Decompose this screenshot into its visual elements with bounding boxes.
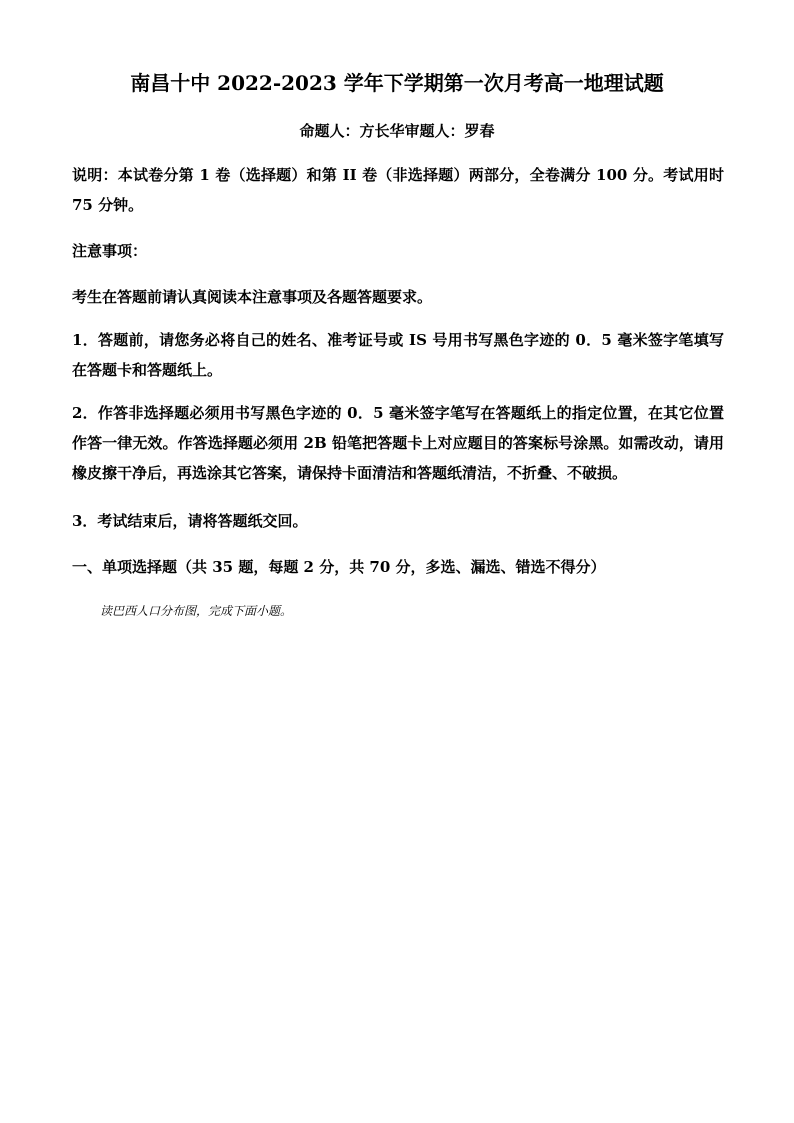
note-item-2: 2．作答非选择题必须用书写黑色字迹的 0．5 毫米签字笔写在答题纸上的指定位置，在其它位置作答一律无效。作答选择题必须用 2B 铅笔把答题卡上对应题目的答案标号涂黑。如需改动，请用橡皮擦干净后，再选涂其它答案，请保持卡面清洁和答题纸清洁，不折叠、不破损。: [72, 404, 724, 482]
exam-authors: 命题人：方长华审题人：罗春: [299, 122, 495, 140]
question-instruction: 读巴西人口分布图，完成下面小题。: [100, 604, 293, 618]
exam-description: 说明：本试卷分第 1 卷（选择题）和第 II 卷（非选择题）两部分，全卷满分 100 分。考试用时 75 分钟。: [72, 166, 724, 214]
note-item-1: 1．答题前，请您务必将自己的姓名、准考证号或 IS 号用书写黑色字迹的 0．5 毫米签字笔填写在答题卡和答题纸上。: [72, 331, 724, 379]
exam-title: 南昌十中 2022-2023 学年下学期第一次月考高一地理试题: [130, 71, 664, 95]
note-item-3: 3．考试结束后，请将答题纸交回。: [72, 512, 308, 530]
section-heading: 一、单项选择题（共 35 题，每题 2 分，共 70 分，多选、漏选、错选不得分）: [72, 558, 606, 576]
notes-intro: 考生在答题前请认真阅读本注意事项及各题答题要求。: [72, 288, 433, 306]
notes-heading: 注意事项：: [72, 242, 148, 260]
